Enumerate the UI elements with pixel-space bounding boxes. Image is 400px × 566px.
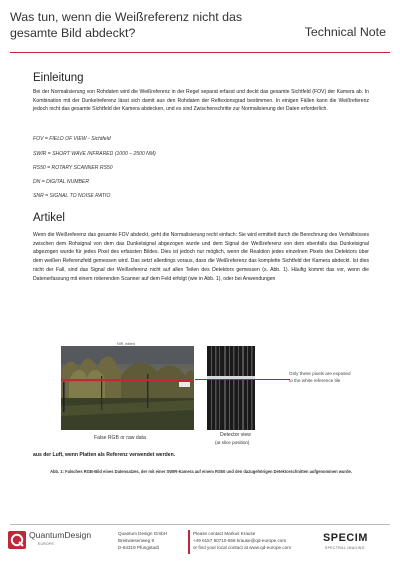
section-heading-introduction: Einleitung <box>33 72 84 84</box>
quantum-design-logo-sub: EUROPE <box>38 542 55 546</box>
address-city: D-64319 Pfungstadt <box>118 545 159 550</box>
figure-caption: Abb. 1: Falsches RGB-Bild eines Datensatzes, der mit einer SWIR-Kamera auf einem RS50 und den dazugehörigen Detektorschnitten aufgenommen wurde. <box>50 469 352 474</box>
definition-swir: SWIR = SHORT WAVE INFRARED (1000 – 2500 NM) <box>33 151 156 157</box>
contact-website[interactable]: or find your local contact at www.qd-europe.com <box>193 545 292 550</box>
specim-logo-sub: SPECTRAL IMAGING <box>325 546 365 550</box>
definition-rs50: RS50 = ROTARY SCANNER RS50 <box>33 165 113 171</box>
document-title: Was tun, wenn die Weißreferenz nicht das gesamte Bild abdeckt? <box>10 10 243 40</box>
article-paragraph: Wenn die Weißreferenz das gesamte FOV abdeckt, geht die Normalisierung recht einfach: Sie wird ermittelt durch die Berechnung des Verhältnisses zwischen dem Rohsignal von dem das Dunkelsignal abgezogen wurde und dem Signal der Weißreferenz von dem ebenfalls das Dunkelsignal abgezogen wurde für jedes Pixel des erfassten Bildes. Dies ist jedoch nur möglich, wenn die Reaktion jedes einzelnen Pixels des Detektors über dem weißen Referenzfeld gemessen wird. Das setzt allerdings voraus, dass die Weißreferenz das komplette Sichtfeld der Kamera abdeckt. Ist dies nicht der Fall, sind das Signal der Weißreferenz nicht auf allen Teilen des Detektors gemessen (s. Abb. 1). Häufig kommt das vor, wenn die Datenerfassung mit einem rotierenden Scanner auf dem Feld erfolgt (wie in Abb. 1), oder bei Anwendungen <box>33 232 369 282</box>
landscape-scene <box>61 346 194 430</box>
footer-divider <box>10 524 390 525</box>
header-divider <box>10 52 390 53</box>
false-rgb-image <box>61 346 194 430</box>
quantum-design-logo-name: QuantumDesign <box>29 530 92 540</box>
definition-fov: FOV = FIELD OF VIEW - Sichtfeld <box>33 136 111 142</box>
figure-left-caption: False RGB or raw data <box>94 435 146 441</box>
figure-right-subcaption: (at slice position) <box>215 440 250 445</box>
introduction-paragraph: Bei der Normalisierung von Rohdaten wird die Weißreferenz in der Regel separat erfasst und deckt das gesamte Sichtfeld (FOV) der Kamera ab. In Kombination mit der Dunkelreferenz lässt sich damit aus den Rohdaten der Reflexionsgrad bestimmen. In einigen Fällen kann die Weißreferenz jedoch nicht das gesamte Sichtfeld der Kamera abdecken, und es sind Zwischenschritte zur Normalisierung der Daten erforderlich. <box>33 89 369 113</box>
document-type: Technical Note <box>304 25 386 39</box>
address-street: Breitwiesenweg 9 <box>118 538 155 543</box>
contact-accent-bar <box>188 530 190 554</box>
figure-annotation: Only these pixels are exposed to the white reference tile <box>289 371 351 383</box>
definition-snr: SNR = SIGNAL TO NOISE RATIO <box>33 193 111 199</box>
contact-phone-email[interactable]: +49 6157 80710-558 krause@qd-europe.com <box>193 538 287 543</box>
quantum-design-logo-icon <box>8 531 26 549</box>
section-heading-article: Artikel <box>33 212 65 224</box>
contact-person: Please contact Markus Krause <box>193 531 256 536</box>
specim-logo-name: SPECIM <box>323 532 368 544</box>
figure-image-label: NIR, edited <box>117 342 135 346</box>
detector-stripes <box>207 346 255 430</box>
definition-dn: DN = DIGITAL NUMBER <box>33 179 89 185</box>
article-paragraph-continuation: aus der Luft, wenn Platten als Referenz verwendet werden. <box>33 452 176 458</box>
figure-right-caption: Detector view <box>220 432 251 438</box>
annotation-pointer-line <box>195 379 290 380</box>
detector-view-image <box>207 346 255 430</box>
address-company: Quantum Design GmbH <box>118 531 168 536</box>
